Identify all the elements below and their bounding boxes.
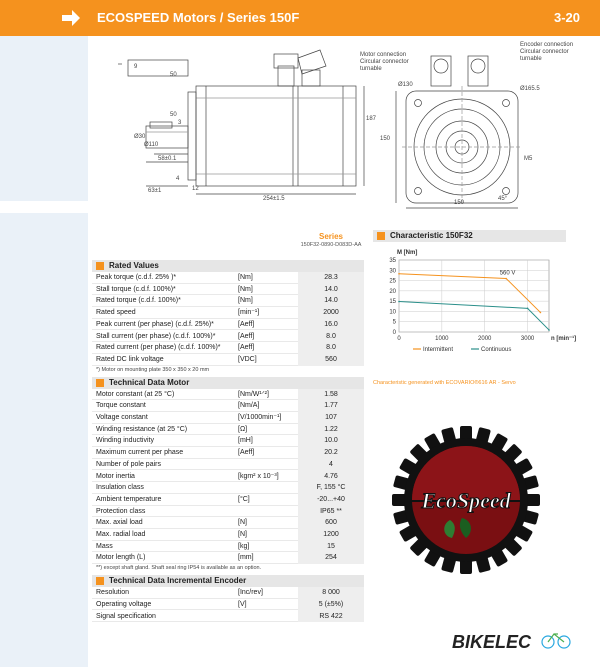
spec-name: Max. axial load	[96, 519, 143, 527]
spec-row	[92, 552, 364, 564]
spec-row	[92, 307, 364, 319]
spec-value: 1.22	[298, 424, 364, 436]
dim-110: Ø110	[144, 142, 159, 148]
spec-unit: [kgm² x 10⁻³]	[238, 472, 279, 480]
series-point	[505, 278, 507, 280]
spec-name: Signal specification	[96, 612, 156, 620]
spec-name: Voltage constant	[96, 414, 148, 421]
spec-name: Insulation class	[96, 484, 144, 492]
spec-row	[92, 611, 364, 623]
spec-value: RS 422	[298, 611, 364, 623]
section-marker-icon	[96, 577, 104, 585]
spec-value: 600	[298, 517, 364, 529]
spec-unit: [Nm]	[238, 285, 253, 293]
spec-unit: [Nm/W¹ᐟ²]	[238, 390, 269, 398]
spec-name: Winding resistance (at 25 °C)	[96, 425, 188, 433]
y-tick-label: 0	[392, 330, 396, 336]
spec-name: Max. radial load	[96, 531, 146, 538]
spec-row	[92, 541, 364, 553]
spec-row	[92, 459, 364, 471]
page-header	[0, 0, 600, 36]
chart-annotation: 560 V	[499, 270, 516, 277]
dim-58: 58±0.1	[158, 156, 177, 162]
series-code: 150F32-0890-D083D-AA	[300, 242, 362, 248]
spec-row	[92, 529, 364, 541]
spec-name: Torque constant	[96, 402, 146, 410]
spec-row	[92, 354, 364, 366]
spec-unit: [min⁻¹]	[238, 309, 260, 317]
spec-unit: [mH]	[238, 437, 253, 445]
spec-row	[92, 412, 364, 424]
dim-150-vertical: 150	[380, 136, 391, 142]
y-tick-label: 35	[389, 258, 396, 264]
spec-value: 1.77	[298, 400, 364, 412]
series-header	[298, 232, 364, 248]
spec-name: Peak current (per phase) (c.d.f. 25%)*	[96, 320, 214, 328]
section-header-tech	[92, 377, 364, 389]
spec-name: Motor constant (at 25 °C)	[96, 390, 175, 398]
spec-row	[92, 599, 364, 611]
dim-3: 3	[178, 120, 182, 126]
spec-unit: [Nm]	[238, 297, 253, 305]
section-marker-icon	[96, 262, 104, 270]
spec-unit: [Nm/A]	[238, 402, 260, 410]
arrow-right-icon	[60, 8, 82, 28]
chart-footnote: Characteristic generated with ECOVARIO®616 AR - Servo	[373, 380, 516, 386]
ecospeed-logo	[386, 420, 546, 580]
spec-name: Peak torque (c.d.f. 25% )*	[96, 274, 177, 281]
spec-value: 16.0	[298, 319, 364, 331]
dim-150-horizontal: 150	[454, 200, 465, 206]
spec-unit: [Nm]	[238, 274, 253, 281]
spec-value: 107	[298, 412, 364, 424]
spec-row	[92, 471, 364, 483]
spec-name: Rated current (per phase) (c.d.f. 100%)*	[96, 344, 221, 352]
series-point	[540, 312, 542, 314]
section-header-encoder	[92, 575, 364, 587]
x-tick-label: 0	[397, 336, 401, 342]
section-marker-icon	[96, 379, 104, 387]
y-tick-label: 5	[392, 319, 396, 326]
dim-254: 254±1.5	[263, 196, 285, 202]
spec-name: Rated DC link voltage	[96, 355, 164, 363]
spec-name: Resolution	[96, 589, 130, 597]
x-tick-label: 2000	[478, 336, 492, 342]
spec-value: 4	[298, 459, 364, 471]
spec-name: Stall torque (c.d.f. 100%)*	[96, 285, 176, 293]
spec-value: 14.0	[298, 295, 364, 307]
spec-unit: [Aeff]	[238, 449, 255, 457]
spec-row	[92, 424, 364, 436]
spec-value: 1.58	[298, 389, 364, 401]
spec-value: 15	[298, 541, 364, 553]
series-point	[548, 329, 550, 331]
y-tick-label: 30	[389, 268, 396, 275]
encoder-connection-label: Encoder connection Circular connector turnable	[520, 42, 574, 62]
page-number: 3-20	[553, 10, 580, 25]
footnote: *) Motor on mounting plate 350 x 350 x 20 mm	[96, 366, 210, 373]
motor-connection-label: Motor connection Circular connector turnable	[360, 52, 409, 72]
spec-row	[92, 319, 364, 331]
spec-unit: [VDC]	[238, 355, 257, 363]
spec-row	[92, 517, 364, 529]
series-point	[398, 301, 400, 303]
spec-value: 4.76	[298, 471, 364, 483]
spec-value: IP65 **	[298, 506, 364, 518]
spec-name: Motor inertia	[96, 472, 135, 480]
dim-4: 4	[176, 176, 180, 182]
section-marker-icon	[377, 232, 385, 240]
dim-130: Ø130	[398, 82, 413, 88]
x-axis-label: n [min⁻¹]	[551, 336, 577, 342]
plot-area	[399, 260, 549, 332]
dim-12: 12	[192, 186, 199, 192]
spec-unit: [mm]	[238, 554, 254, 562]
spec-value: 8.0	[298, 331, 364, 343]
spec-row	[92, 587, 364, 599]
spec-value: 8 000	[298, 587, 364, 599]
page-title: ECOSPEED Motors / Series 150F	[97, 10, 300, 25]
spec-unit: [kg]	[238, 542, 250, 550]
section-title: Rated Values	[109, 261, 159, 270]
spec-row	[92, 331, 364, 343]
legend-label: Continuous	[481, 347, 512, 353]
dim-30: Ø30	[134, 134, 146, 140]
spec-value: 14.0	[298, 284, 364, 296]
spec-name: Motor length (L)	[96, 554, 146, 562]
spec-unit: [Inc/rev]	[238, 589, 263, 597]
spec-row	[92, 284, 364, 296]
spec-name: Ambient temperature	[96, 495, 162, 503]
section-title: Technical Data Motor	[109, 377, 190, 387]
spec-unit: [N]	[238, 531, 247, 538]
spec-value: -20...+40	[298, 494, 364, 506]
chart-header	[373, 230, 566, 242]
spec-row	[92, 295, 364, 307]
spec-row	[92, 400, 364, 412]
spec-name: Maximum current per phase	[96, 449, 184, 457]
y-tick-label: 10	[389, 309, 396, 316]
spec-unit: [Aeff]	[238, 344, 255, 352]
footnote: **) except shaft gland. Shaft seal ring IP54 is available as an option.	[96, 565, 262, 572]
chart-plot	[373, 242, 577, 360]
dim-50-top: 50	[170, 72, 177, 78]
dim-50: 50	[170, 112, 177, 118]
spec-value: 28.3	[298, 272, 364, 284]
bikelec-logo	[448, 624, 573, 656]
characteristic-chart	[373, 230, 577, 360]
series-title: Series	[318, 232, 344, 241]
y-axis-label: M [Nm]	[397, 250, 418, 256]
spec-value: F, 155 °C	[298, 482, 364, 494]
spec-name: Number of pole pairs	[96, 460, 161, 468]
spec-unit: [Aeff]	[238, 320, 255, 328]
legend-label: Intermittent	[423, 347, 454, 353]
chart-title: Characteristic 150F32	[390, 231, 473, 240]
spec-row	[92, 447, 364, 459]
dim-187: 187	[366, 116, 377, 122]
spec-unit: [V/1000min⁻¹]	[238, 414, 282, 421]
x-tick-label: 3000	[520, 336, 535, 342]
spec-name: Mass	[96, 542, 113, 550]
spec-value: 2000	[298, 307, 364, 319]
spec-value: 5 (±5%)	[298, 599, 364, 611]
dim-63: 63±1	[148, 188, 162, 194]
spec-unit: [Ω]	[238, 425, 248, 433]
spec-name: Operating voltage	[96, 600, 152, 608]
spec-row	[92, 506, 364, 518]
spec-value: 10.0	[298, 435, 364, 447]
dim-165: Ø165.5	[520, 86, 540, 92]
spec-value: 8.0	[298, 342, 364, 354]
left-margin-band	[0, 36, 88, 667]
dim-9: 9	[134, 64, 138, 70]
spec-value: 1200	[298, 529, 364, 541]
spec-name: Winding inductivity	[96, 437, 154, 445]
spec-name: Stall current (per phase) (c.d.f. 100%)*	[96, 332, 216, 340]
spec-unit: [Aeff]	[238, 332, 255, 340]
section-title: Technical Data Incremental Encoder	[109, 576, 247, 586]
spec-unit: [N]	[238, 519, 247, 527]
y-tick-label: 15	[389, 299, 396, 306]
bikelec-logo-text: BIKELEC	[452, 632, 532, 652]
spec-row	[92, 494, 364, 506]
ecospeed-logo-text: EcoSpeed	[421, 488, 511, 513]
series-point	[398, 273, 400, 275]
spec-name: Rated speed	[96, 309, 136, 317]
spec-row	[92, 389, 364, 401]
x-tick-label: 1000	[435, 336, 449, 342]
spec-row	[92, 435, 364, 447]
spec-row	[92, 342, 364, 354]
spec-row	[92, 482, 364, 494]
y-tick-label: 25	[389, 278, 396, 285]
spec-row	[92, 272, 364, 284]
y-tick-label: 20	[389, 288, 396, 295]
dim-45: 45°	[498, 196, 508, 202]
technical-drawing	[88, 36, 600, 208]
spec-value: 560	[298, 354, 364, 366]
spec-name: Rated torque (c.d.f. 100%)*	[96, 297, 181, 305]
spec-name: Protection class	[96, 507, 146, 515]
spec-unit: [V]	[238, 600, 247, 608]
spec-value: 20.2	[298, 447, 364, 459]
spec-unit: [°C]	[238, 495, 250, 503]
series-point	[527, 308, 529, 310]
dim-m5: M5	[524, 156, 533, 162]
section-header-rated	[92, 260, 364, 272]
spec-value: 254	[298, 552, 364, 564]
